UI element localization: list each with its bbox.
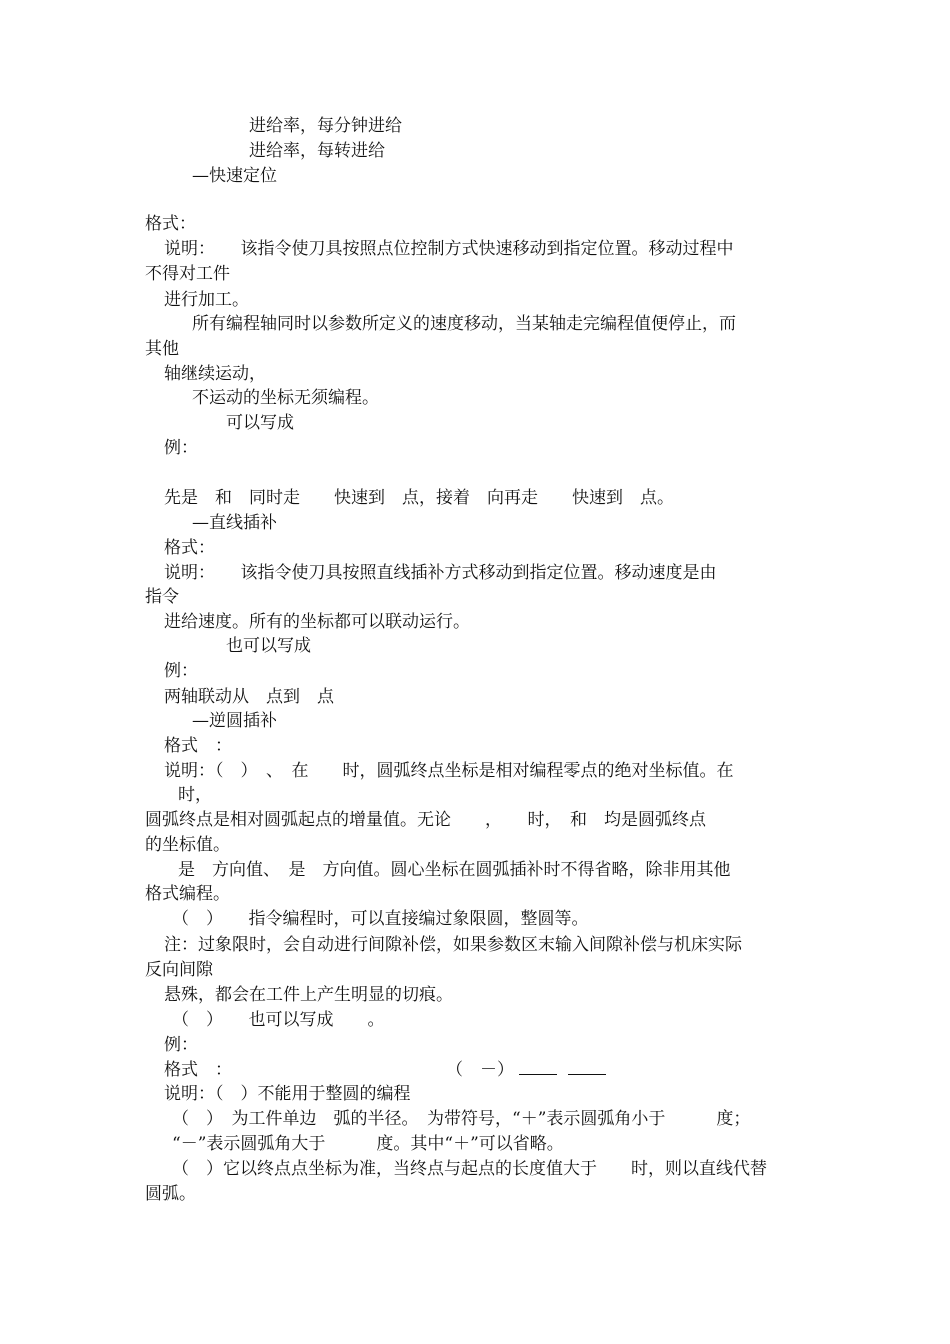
text-line: （ ） 为工件单边 弧的半径。 为带符号，“＋”表示圆弧角小于 度； [172,1109,751,1129]
text-line: 时， [178,785,212,805]
section-heading: —逆圆插补 [192,711,277,731]
blank-underline [519,1060,557,1075]
text-line: 说明：（ ） 、 在 时，圆弧终点坐标是相对编程零点的绝对坐标值。在 [164,761,734,781]
text-line: 指令 [145,587,179,607]
text-line: 轴继续运动， [164,364,266,384]
text-line: （ ）它以终点点坐标为准，当终点与起点的长度值大于 时，则以直线代替 [172,1159,767,1179]
text-line: 说明： 该指令使刀具按照点位控制方式快速移动到指定位置。移动过程中 [164,239,734,259]
text-line: 是 方向值、 是 方向值。圆心坐标在圆弧插补时不得省略，除非用其他 [178,860,731,880]
text-line: 例： [164,438,198,458]
text-line: 圆弧终点是相对圆弧起点的增量值。无论 ， 时， 和 均是圆弧终点 [145,810,706,830]
text-line: 进行加工。 [164,290,249,310]
text-line: 注：过象限时，会自动进行间隙补偿，如果参数区末输入间隙补偿与机床实际 [164,935,742,955]
format-expression [446,1059,606,1081]
text-line: 其他 [145,339,179,359]
text-line: 进给速度。所有的坐标都可以联动运行。 [164,612,470,632]
text-line: 格式 ： [164,1060,232,1080]
section-heading: —快速定位 [192,166,277,186]
text-line: 格式： [164,538,215,558]
text-line: 格式 ： [164,736,232,756]
text-line: 的坐标值。 [145,835,230,855]
text-line: 进给率，每分钟进给 [249,116,402,136]
text-line: 例： [164,661,198,681]
text-line: 格式： [145,214,196,234]
text-line: “－”表示圆弧角大于 度。其中“＋”可以省略。 [172,1134,564,1154]
text-line: 不运动的坐标无须编程。 [192,388,379,408]
format-expression-text: （ －） [446,1060,514,1080]
text-line: 不得对工件 [145,264,230,284]
text-line: 先是 和 同时走 快速到 点，接着 向再走 快速到 点。 [164,488,674,508]
text-line: 格式编程。 [145,884,230,904]
text-line: 两轴联动从 点到 点 [164,687,334,707]
section-heading: —直线插补 [192,513,277,533]
text-line: 说明：（ ）不能用于整圆的编程 [164,1084,411,1104]
text-line: 例： [164,1035,198,1055]
text-line: 进给率，每转进给 [249,141,385,161]
text-line: 可以写成 [226,413,294,433]
text-line: 也可以写成 [226,636,311,656]
text-line: 反向间隙 [145,960,213,980]
text-line: （ ） 也可以写成 。 [172,1010,385,1030]
text-line: 悬殊，都会在工件上产生明显的切痕。 [164,985,453,1005]
text-line: （ ） 指令编程时，可以直接编过象限圆，整圆等。 [172,909,589,929]
blank-underline [568,1060,606,1075]
text-line: 说明： 该指令使刀具按照直线插补方式移动到指定位置。移动速度是由 [164,563,717,583]
text-line: 所有编程轴同时以参数所定义的速度移动，当某轴走完编程值便停止，而 [192,314,736,334]
text-line: 圆弧。 [145,1184,196,1204]
